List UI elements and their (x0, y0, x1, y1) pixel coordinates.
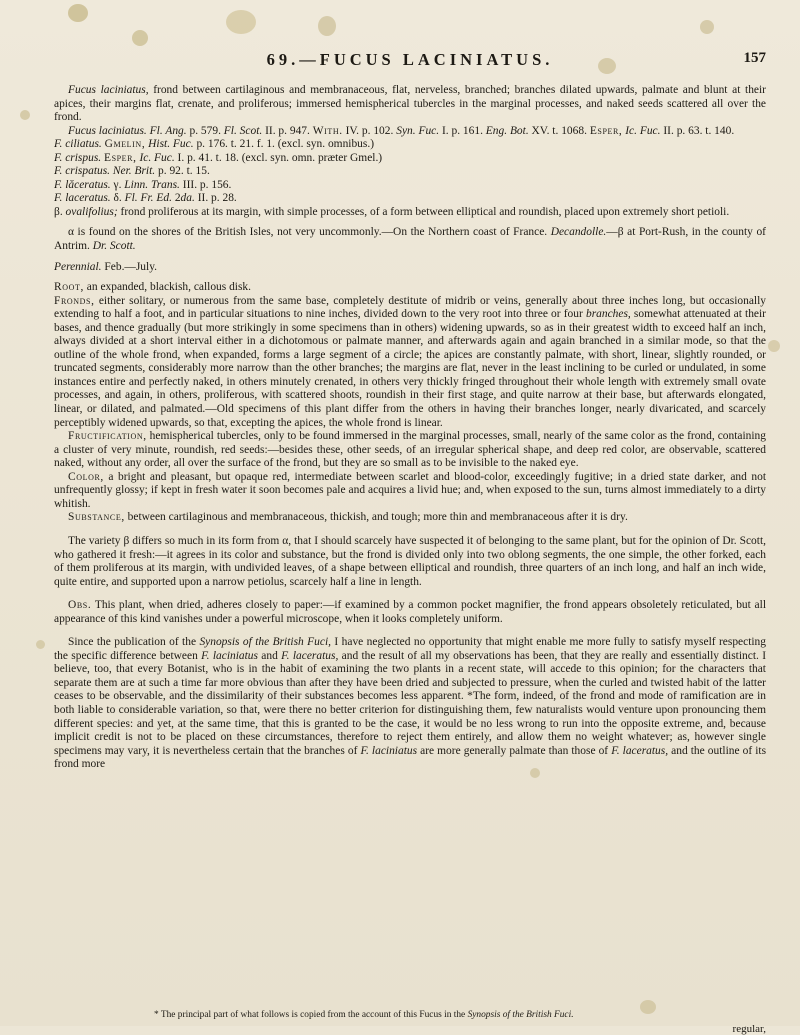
synonymy-block (54, 84, 766, 219)
variety-note: The variety β differs so much in its form from α, that I should scarcely have suspected it of belonging to the same plant, but for the opinion of Dr. Scott, who gathered it fresh:—it agrees in its color and substance, but the frond is divided only into two oblong segments, the one simple, the other forked, each of them proliferous at its margin, with undivided leaves, of a shape between elliptical and roundish, three quarters of an inch long, and half an inch wide, quite entire, and supported upon a narrow petiolus, scarcely half a line in length. (54, 534, 766, 588)
foxing-spot (768, 340, 780, 352)
foxing-spot (226, 10, 256, 34)
synonym-line: F. lăceratus. γ. Linn. Trans. III. p. 156. (54, 178, 232, 191)
description-block (54, 281, 766, 525)
description-root: Root, an expanded, blackish, callous disk. (54, 281, 252, 294)
synonym-line: F. crispatus. Ner. Brit. p. 92. t. 15. (54, 165, 210, 178)
catchword: regular, (732, 1023, 766, 1035)
synonym-line: F. crispus. Esper, Ic. Fuc. I. p. 41. t. 18. (excl. syn. omn. præter Gmel.) (54, 151, 383, 164)
duration-line: Perennial. Feb.—July. (54, 260, 158, 273)
foxing-spot (68, 4, 88, 22)
footnote-text: * The principal part of what follows is copied from the account of this Fucus in the Synopsis of the British Fuci. (154, 1010, 574, 1020)
description-fructification: Fructification, hemispherical tubercles, only to be found immersed in the marginal processes, small, nearly of the same color as the frond, containing a cluster of very minute, roundish, red seeds:—besides these, other seeds, of an irregular spherical shape, and deep red color, are observable, scattered naked, without any order, all over the surface of the frond, but they are so small as to be invisible to the naked eye. (54, 430, 766, 470)
page-number: 157 (743, 50, 766, 66)
variety-character: β. ovalifolius; frond proliferous at its margin, with simple processes, of a form between elliptical and roundish, placed upon extremely short petioli. (54, 205, 730, 218)
observation-paragraph: Obs. This plant, when dried, adheres closely to paper:—if examined by a common pocket magnifier, the frond appears obsoletely reticulated, but all appearance of this kind vanishes under a powerful microscope, when it looks completely uniform. (54, 599, 766, 625)
foxing-spot (132, 30, 148, 46)
page-title: 69.—FUCUS LACINIATUS. (266, 50, 554, 69)
footnote (54, 1010, 766, 1021)
foxing-spot (20, 110, 30, 120)
remarks-paragraph: Since the publication of the Synopsis of the British Fuci, I have neglected no opportunity that might enable me more fully to satisfy myself respecting the specific difference between F. laciniatus and F. laceratus, and the result of all my observations has been, that they are really and essentially distinct. I believe, too, that every Botanist, who is in the habit of examining the two plants in a recent state, will accede to this opinion; for the characters that separate them are at such a time far more obvious than after they have been dried and subjected to pressure, when the curled and twisted habit of the latter ceases to be observable, and the dissimilarity of their substances becomes less apparent. *The form, indeed, of the frond and mode of ramification are in both liable to considerable variation, so that, were there no better criterion for distinguishing them, few naturalists would venture upon pronouncing them different species: and yet, at the same time, that this is granted to be the case, it would be no less wrong to run into the opposite extreme, and, because implicit credit is not to be placed on these circumstances, therefore to reject them entirely, and allow them no weight whatever; as, however single specimens may vary, it is nevertheless certain that the branches of F. laciniatus are more generally palmate than those of F. laceratus, and the outline of its frond more (54, 636, 767, 771)
habitat-paragraph: α is found on the shores of the British Isles, not very uncommonly.—On the Northern coast of France. Decandolle.—β at Port-Rush, in the county of Antrim. Dr. Scott. (54, 226, 766, 253)
synonym-line: F. laceratus. δ. Fl. Fr. Ed. 2da. II. p. 28. (54, 192, 237, 205)
description-substance: Substance, between cartilaginous and membranaceous, thickish, and tough; more thin and membranaceous after it is dry. (68, 511, 628, 524)
description-color: Color, a bright and pleasant, but opaque red, intermediate between scarlet and blood-color, exceedingly fugitive; in a dried state darker, and not unfrequently glossy; if kept in fresh water it soon becomes pale and acquires a livid hue; and, when exposed to the sun, turns almost immediately to a dirty whitish. (54, 470, 766, 510)
running-header (54, 50, 766, 74)
foxing-spot (700, 20, 714, 34)
synonym-line: Fucus laciniatus. Fl. Ang. p. 579. Fl. Scot. II. p. 947. With. IV. p. 102. Syn. Fuc. I. p. 161. Eng. Bot. XV. t. 1068. Esper, Ic. Fuc. II. p. 63. t. 140. (68, 124, 735, 137)
synonym-line: F. ciliatus. Gmelin, Hist. Fuc. p. 176. t. 21. f. 1. (excl. syn. omnibus.) (54, 138, 375, 151)
article-body (54, 84, 766, 772)
specific-character: Fucus laciniatus, frond between cartilaginous and membranaceous, flat, nerveless, branched; branches dilated upwards, palmate and blunt at their apices, their margins flat, crenate, and proliferous; immersed hemispherical tubercles in the marginal processes, and naked seeds scattered all over the frond. (54, 84, 766, 124)
description-fronds: Fronds, either solitary, or numerous from the same base, completely destitute of midrib or veins, generally about three inches long, but occasionally extending to half a foot, and in particular situations to nine inches, divided down to the very root into three or four branches, somewhat attenuated at their bases, and thence gradually (but more strikingly in some specimens than in others) widening upwards, so as in their greatest width to exceed half an inch, always divided at a short interval either in a dichotomous or palmate manner, and afterwards again and again branched in a similar mode, so that the outline of the whole frond, when expanded, forms a large segment of a circle; the apices are constantly palmate, with short, linear, slightly rounded, or truncated segments, considerably more narrow than the other branches; the margins are flat, never in the least inclining to be curled or undulated, in some instances entire and perfectly naked, in others minutely crenated, in others very thickly fringed throughout their whole length with extremely small ovate processes, and again, in others, proliferous, with scattered shoots, roundish in their first stage, and quite narrow at their base, but afterwards elongated, linear, or dilated, and palmated.—Old specimens of this plant differ from the others in having their branches longer, nearly divaricated, and scarcely perceptibly widened upwards, so that, excepting the apices, the whole frond is linear. (54, 294, 766, 429)
foxing-spot (36, 640, 45, 649)
foxing-spot (318, 16, 336, 36)
